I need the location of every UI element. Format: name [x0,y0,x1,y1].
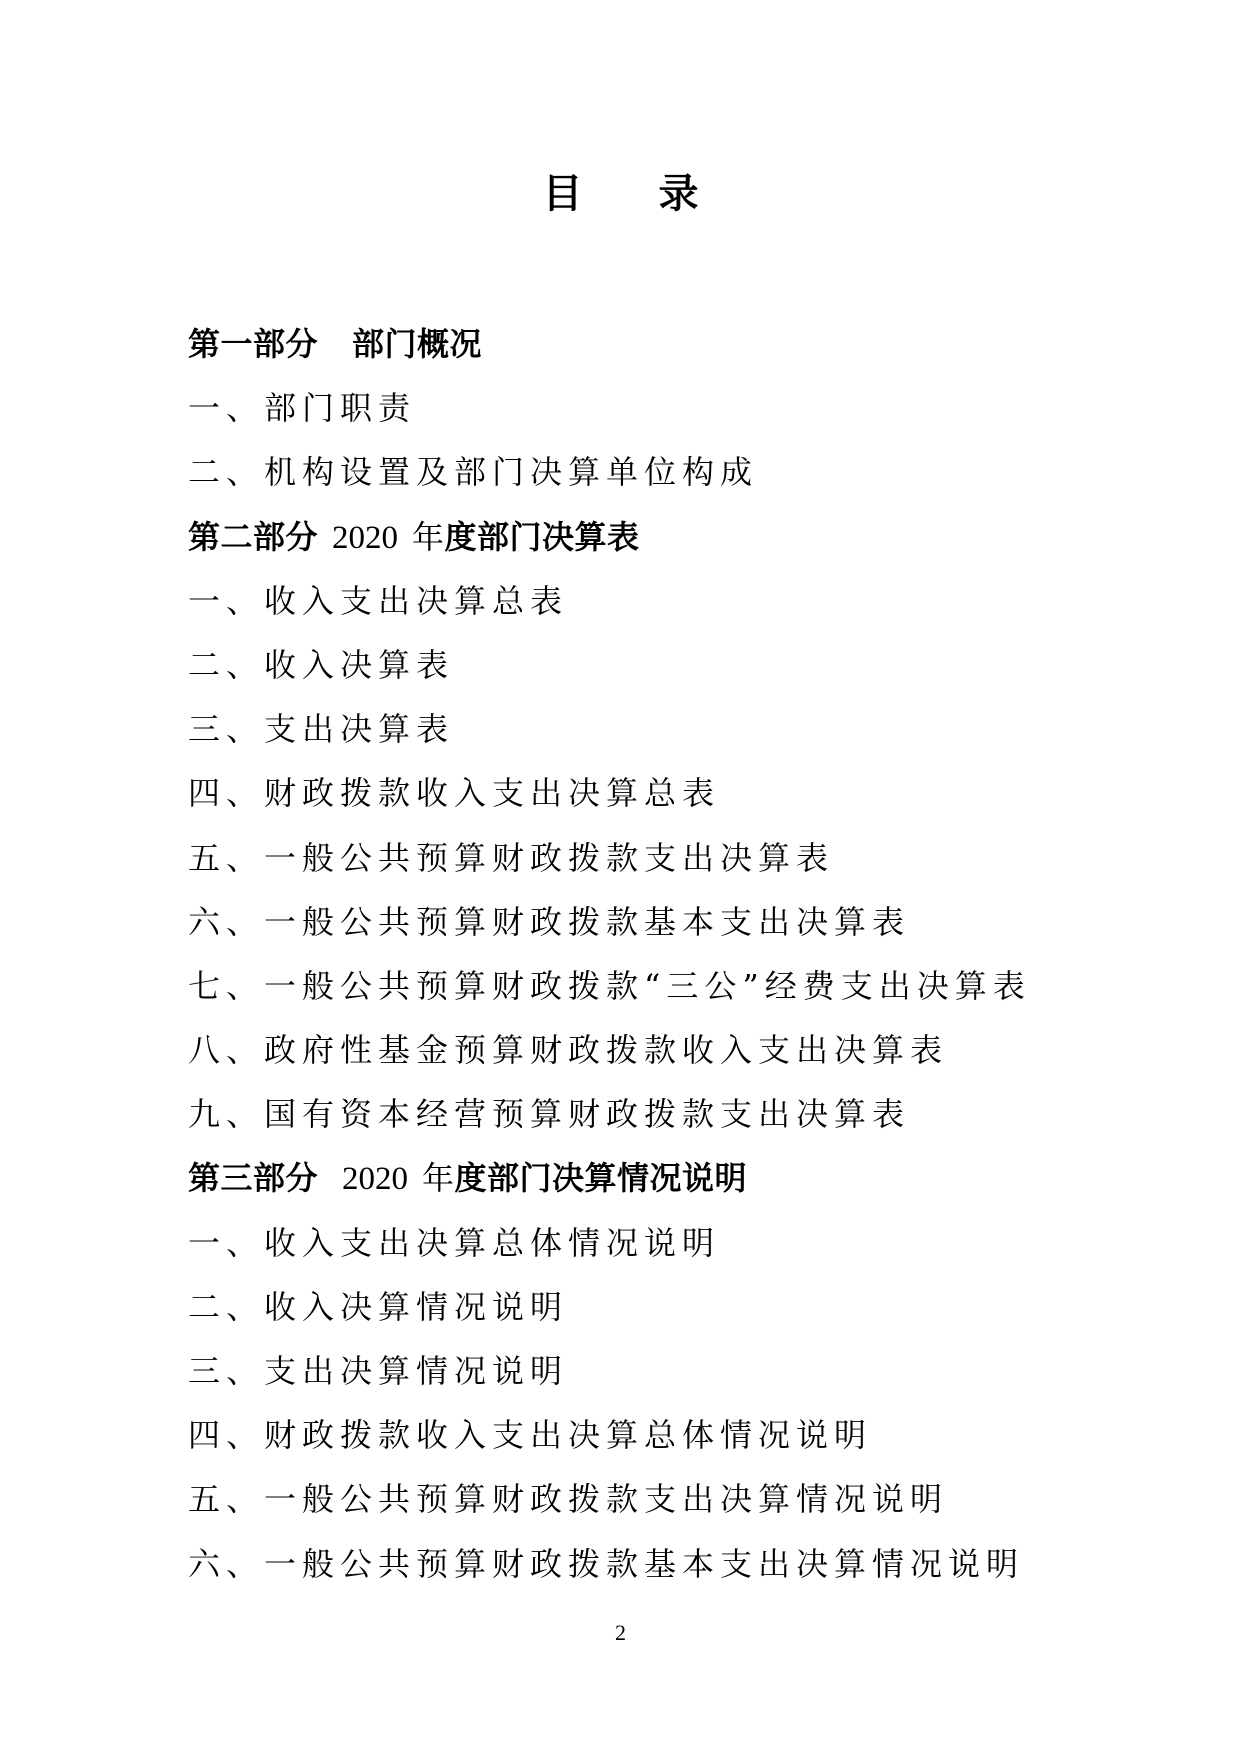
page-title-left: 目 [542,171,583,217]
toc-item: 六、一般公共预算财政拨款基本支出决算表 [188,902,911,941]
toc-item: 五、一般公共预算财政拨款支出决算情况说明 [188,1480,949,1519]
toc-item: 二、机构设置及部门决算单位构成 [188,453,759,492]
part-2-year: 2020 [332,519,399,556]
toc-item: 四、财政拨款收入支出决算总表 [188,774,721,813]
toc-item: 六、一般公共预算财政拨款基本支出决算情况说明 [188,1544,1025,1583]
page-title-right: 录 [658,171,699,217]
part-2-title [412,518,640,556]
page-number: 2 [615,1620,626,1645]
toc-item: 三、支出决算表 [188,710,455,749]
toc-item: 二、收入决算表 [188,645,455,684]
part-3-title-first-char: 年 [422,1159,455,1198]
toc-item: 七、一般公共预算财政拨款“三公”经费支出决算表 [188,966,1031,1005]
toc-part-3-heading [188,1152,1168,1216]
toc-part-1-heading [188,318,1168,382]
toc-item: 五、一般公共预算财政拨款支出决算表 [188,838,835,877]
part-3-title-rest: 度部门决算情况说明 [454,1159,748,1198]
toc-item: 二、收入决算情况说明 [188,1287,569,1326]
toc-item: 三、支出决算情况说明 [188,1352,569,1390]
part-1-label: 第一部分 [188,325,319,363]
table-of-contents [188,318,1168,1602]
toc-item: 八、政府性基金预算财政拨款收入支出决算表 [188,1031,949,1070]
page-title [0,168,1241,220]
part-1-title: 部门概况 [352,325,483,363]
toc-item: 一、收入支出决算总体情况说明 [188,1223,721,1262]
part-3-label: 第三部分 [188,1159,319,1198]
part-3-year: 2020 [342,1161,409,1198]
toc-item: 一、部门职责 [188,389,417,428]
part-2-title-first-char: 年 [412,517,445,556]
part-3-title [422,1159,747,1197]
part-2-label: 第二部分 [188,517,319,556]
toc-item: 九、国有资本经营预算财政拨款支出决算表 [188,1095,911,1134]
toc-part-2-heading [188,511,1168,575]
part-2-title-rest: 度部门决算表 [444,517,640,556]
toc-item: 一、收入支出决算总表 [188,581,569,620]
toc-item: 四、财政拨款收入支出决算总体情况说明 [188,1416,873,1455]
